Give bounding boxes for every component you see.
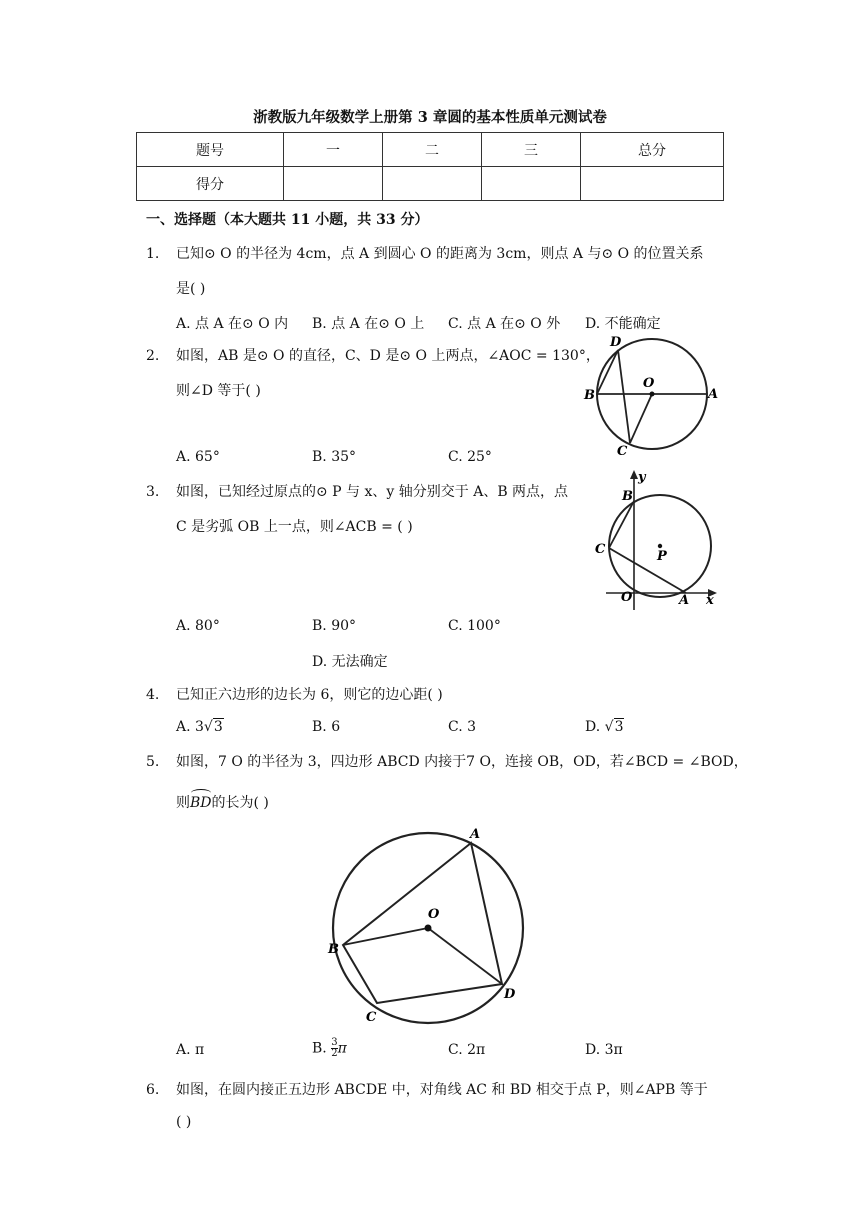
text-prefix: 则 [176, 795, 190, 811]
label-a: A [679, 593, 690, 608]
document-title: 浙教版九年级数学上册第 3 章圆的基本性质单元测试卷 [253, 109, 607, 126]
radius-oc [630, 394, 652, 443]
chord-ca [609, 548, 686, 593]
y-axis-arrow [630, 470, 638, 479]
score-header-cell: 总分 [581, 133, 724, 167]
question-number: 2. [146, 348, 160, 364]
sqrt-radicand: 3 [213, 719, 223, 735]
option-c[interactable]: C. 3 [448, 719, 477, 735]
option-text: A. 3 [176, 719, 204, 735]
option-d[interactable]: D. 不能确定 [585, 316, 661, 332]
chord-db [597, 350, 618, 394]
label-c: C [366, 1010, 377, 1025]
score-row-label: 得分 [137, 167, 284, 201]
question-number: 4. [146, 687, 160, 703]
question-text: 如图，已知经过原点的⊙ P 与 x、y 轴分别交于 A、B 两点，点 [176, 484, 569, 500]
label-a: A [708, 387, 719, 402]
score-table [136, 132, 724, 201]
question-text-continued: ( ) [176, 1114, 192, 1130]
option-a[interactable]: A. 点 A 在⊙ O 内 [176, 316, 289, 332]
option-d[interactable]: D. 3π [585, 1042, 623, 1058]
radius-ob [343, 928, 428, 945]
chord-dc [618, 350, 630, 443]
arc-notation [190, 795, 212, 811]
score-header-cell: 题号 [137, 133, 284, 167]
score-cell[interactable] [284, 167, 383, 201]
label-d: D [610, 335, 622, 350]
circle-diagram-q2 [580, 330, 720, 460]
question-number: 3. [146, 484, 160, 500]
question-text: 如图，7 O 的半径为 3，四边形 ABCD 内接于7 O，连接 OB，OD，若∠BCD = ∠BOD， [176, 754, 748, 770]
option-c[interactable]: C. 点 A 在⊙ O 外 [448, 316, 561, 332]
question-4 [146, 685, 443, 705]
coordinate-circle-diagram-q3 [590, 468, 720, 613]
section-heading: 一、选择题（本大题共 11 小题，共 33 分） [146, 212, 429, 228]
question-text: 已知正六边形的边长为 6，则它的边心距( ) [176, 687, 443, 703]
option-a[interactable]: A. π [176, 1042, 205, 1058]
score-header-cell: 一 [284, 133, 383, 167]
label-c: C [617, 444, 628, 459]
score-cell[interactable] [383, 167, 482, 201]
fraction-denominator: 2 [331, 1048, 338, 1059]
center-point [650, 392, 655, 397]
inscribed-quadrilateral-diagram-q5 [322, 818, 532, 1033]
question-5 [146, 752, 748, 772]
option-b[interactable]: B. 点 A 在⊙ O 上 [312, 316, 425, 332]
question-text-continued: 则∠D 等于( ) [176, 383, 261, 399]
question-text: 已知⊙ O 的半径为 4cm，点 A 到圆心 O 的距离为 3cm，则点 A 与⊙ O 的位置关系 [176, 246, 704, 262]
option-text: D. [585, 719, 605, 735]
question-6 [146, 1080, 708, 1100]
option-d[interactable]: D. 无法确定 [312, 654, 388, 670]
label-y: y [638, 470, 646, 485]
fraction-numerator: 3 [331, 1037, 338, 1048]
pi-symbol: π [337, 1040, 347, 1057]
label-b: B [328, 942, 339, 957]
question-text: 如图，AB 是⊙ O 的直径，C、D 是⊙ O 上两点，∠AOC = 130°， [176, 348, 600, 364]
option-d[interactable]: D. √3 [585, 719, 624, 735]
question-3 [146, 482, 568, 502]
question-text: 如图，在圆内接正五边形 ABCDE 中，对角线 AC 和 BD 相交于点 P，则∠APB 等于 [176, 1082, 708, 1098]
sqrt-radicand: 3 [614, 719, 624, 735]
label-o: O [428, 907, 440, 922]
option-a[interactable]: A. 3√3 [176, 719, 223, 735]
option-text: B. [312, 1040, 332, 1057]
question-1 [146, 244, 704, 264]
label-a: A [470, 827, 481, 842]
label-o: O [643, 376, 655, 391]
score-table-score-row [137, 167, 724, 201]
question-number: 1. [146, 246, 160, 262]
question-number: 5. [146, 754, 160, 770]
label-p: P [657, 549, 667, 564]
score-header-cell: 二 [383, 133, 482, 167]
arc-name: BD [190, 795, 212, 811]
score-header-cell: 三 [482, 133, 581, 167]
center-point [658, 544, 662, 548]
option-a[interactable]: A. 65° [176, 449, 220, 465]
score-table-header-row [137, 133, 724, 167]
score-cell[interactable] [482, 167, 581, 201]
question-2 [146, 346, 600, 366]
option-b[interactable] [312, 1038, 347, 1059]
label-d: D [504, 987, 516, 1002]
question-text-continued: C 是劣弧 OB 上一点，则∠ACB = ( ) [176, 519, 413, 535]
option-a[interactable]: A. 80° [176, 618, 220, 634]
question-number: 6. [146, 1082, 160, 1098]
question-text-continued [176, 792, 269, 812]
score-cell[interactable] [581, 167, 724, 201]
option-b[interactable]: B. 35° [312, 449, 357, 465]
label-c: C [595, 542, 606, 557]
question-text-continued: 是( ) [176, 281, 206, 297]
label-o: O [621, 590, 633, 605]
center-point [425, 925, 432, 932]
text-suffix: 的长为( ) [211, 795, 269, 811]
option-c[interactable]: C. 25° [448, 449, 492, 465]
label-x: x [706, 593, 714, 608]
option-c[interactable]: C. 2π [448, 1042, 486, 1058]
label-b: B [584, 388, 595, 403]
label-b: B [622, 489, 633, 504]
option-c[interactable]: C. 100° [448, 618, 501, 634]
option-b[interactable]: B. 6 [312, 719, 341, 735]
option-b[interactable]: B. 90° [312, 618, 357, 634]
quadrilateral-abcd [343, 843, 502, 1003]
arc-mark [191, 789, 211, 797]
